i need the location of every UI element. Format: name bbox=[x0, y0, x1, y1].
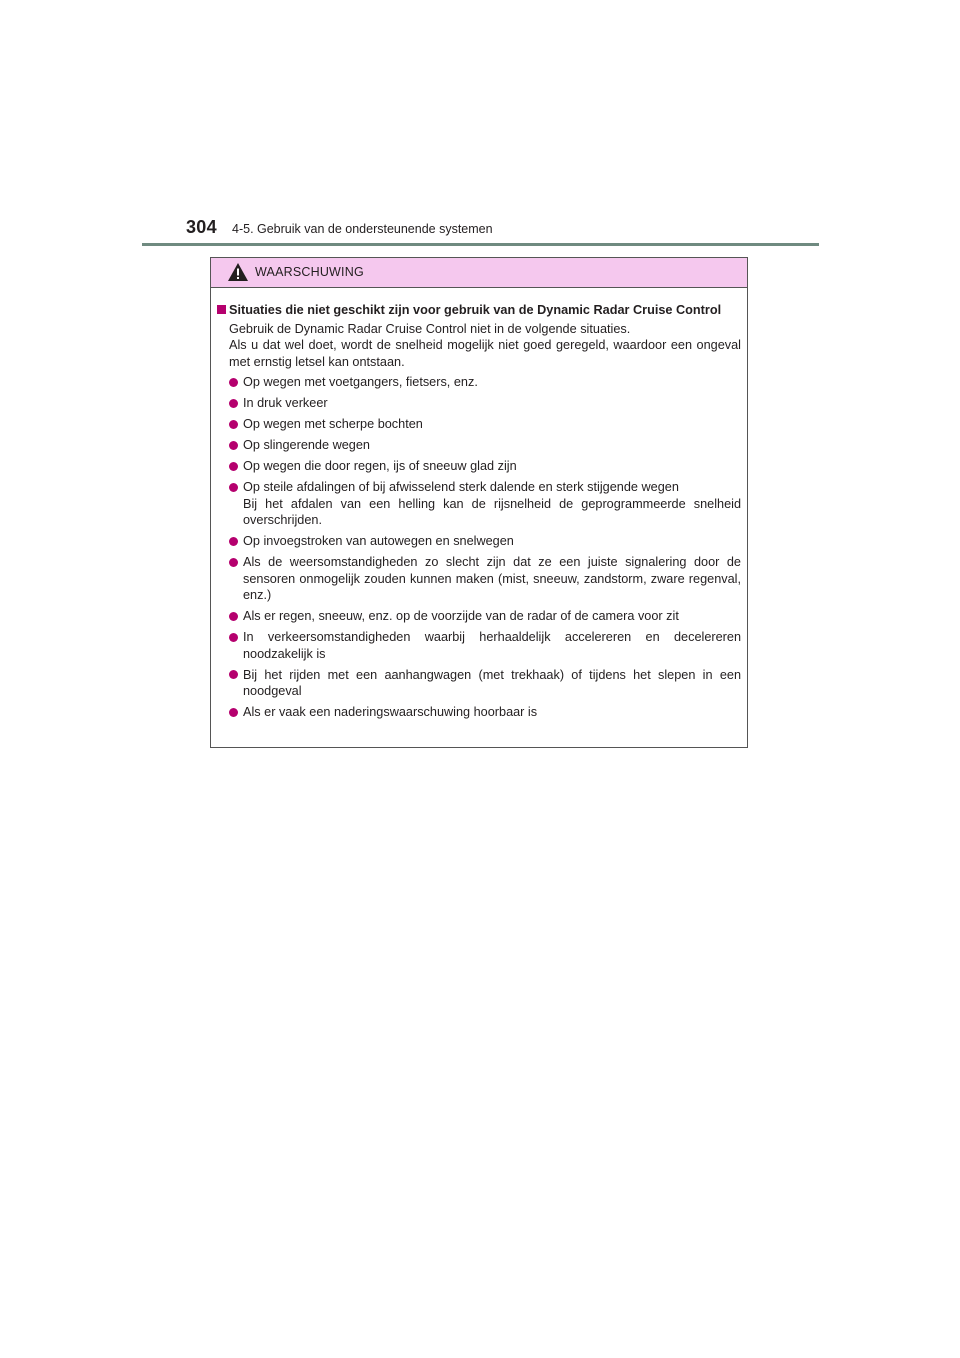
round-bullet-icon bbox=[229, 633, 238, 642]
list-item bbox=[217, 395, 741, 412]
list-item-text: In druk verkeer bbox=[243, 396, 328, 410]
round-bullet-icon bbox=[229, 399, 238, 408]
list-item bbox=[217, 704, 741, 721]
square-bullet-icon bbox=[217, 305, 226, 314]
list-item-text: In verkeersomstandigheden waarbij herhaaldelijk accelereren en decelereren noodzakelijk is bbox=[243, 630, 741, 661]
round-bullet-icon bbox=[229, 537, 238, 546]
intro-line-1: Gebruik de Dynamic Radar Cruise Control niet in de volgende situaties. bbox=[229, 321, 631, 336]
section-title: 4-5. Gebruik van de ondersteunende systemen bbox=[232, 222, 493, 236]
list-item bbox=[217, 416, 741, 433]
list-item bbox=[217, 667, 741, 700]
list-item-text: Bij het rijden met een aanhangwagen (met trekhaak) of tijdens het slepen in een noodgeval bbox=[243, 667, 741, 698]
list-item bbox=[217, 374, 741, 391]
list-item-text: Op wegen met voetgangers, fietsers, enz. bbox=[243, 375, 478, 389]
list-item bbox=[217, 479, 741, 529]
list-item-text: Op wegen die door regen, ijs of sneeuw glad zijn bbox=[243, 459, 517, 473]
list-item-text: Op invoegstroken van autowegen en snelwegen bbox=[243, 534, 514, 548]
warning-intro bbox=[217, 321, 741, 371]
warning-header bbox=[211, 258, 747, 288]
list-item bbox=[217, 629, 741, 662]
round-bullet-icon bbox=[229, 483, 238, 492]
round-bullet-icon bbox=[229, 420, 238, 429]
round-bullet-icon bbox=[229, 462, 238, 471]
round-bullet-icon bbox=[229, 612, 238, 621]
list-item-text: Als de weersomstandigheden zo slecht zijn dat ze een juiste signalering door de sensoren onmogelijk zouden kunnen maken (mist, sneeuw, zandstorm, zware regenval, enz.) bbox=[243, 555, 741, 602]
round-bullet-icon bbox=[229, 378, 238, 387]
list-item-text: Op wegen met scherpe bochten bbox=[243, 417, 423, 431]
list-item-text: Als er regen, sneeuw, enz. op de voorzijde van de radar of de camera voor zit bbox=[243, 609, 679, 623]
list-item bbox=[217, 533, 741, 550]
list-item-text: Op steile afdalingen of bij afwisselend sterk dalende en sterk stijgende wegen bbox=[243, 480, 679, 494]
warning-body bbox=[211, 288, 747, 721]
page-number: 304 bbox=[186, 217, 217, 237]
round-bullet-icon bbox=[229, 670, 238, 679]
list-item-text: Als er vaak een naderingswaarschuwing hoorbaar is bbox=[243, 705, 538, 719]
list-item-subtext: Bij het afdalen van een helling kan de rijsnelheid de geprogrammeerde snelheid overschrijden. bbox=[243, 496, 741, 527]
situation-list bbox=[217, 374, 741, 721]
round-bullet-icon bbox=[229, 441, 238, 450]
warning-label: WAARSCHUWING bbox=[255, 265, 364, 279]
intro-line-2: Als u dat wel doet, wordt de snelheid mogelijk niet goed geregeld, waardoor een ongeval met ernstig letsel kan ontstaan. bbox=[229, 338, 741, 369]
list-item bbox=[217, 554, 741, 604]
list-item bbox=[217, 608, 741, 625]
list-item bbox=[217, 437, 741, 454]
round-bullet-icon bbox=[229, 558, 238, 567]
warning-triangle-icon bbox=[227, 262, 249, 282]
warning-box bbox=[210, 257, 748, 748]
list-item-text: Op slingerende wegen bbox=[243, 438, 370, 452]
warning-heading bbox=[217, 302, 741, 319]
round-bullet-icon bbox=[229, 708, 238, 717]
header-rule bbox=[142, 243, 819, 246]
warning-heading-text: Situaties die niet geschikt zijn voor gebruik van de Dynamic Radar Cruise Control bbox=[229, 303, 722, 317]
list-item bbox=[217, 458, 741, 475]
